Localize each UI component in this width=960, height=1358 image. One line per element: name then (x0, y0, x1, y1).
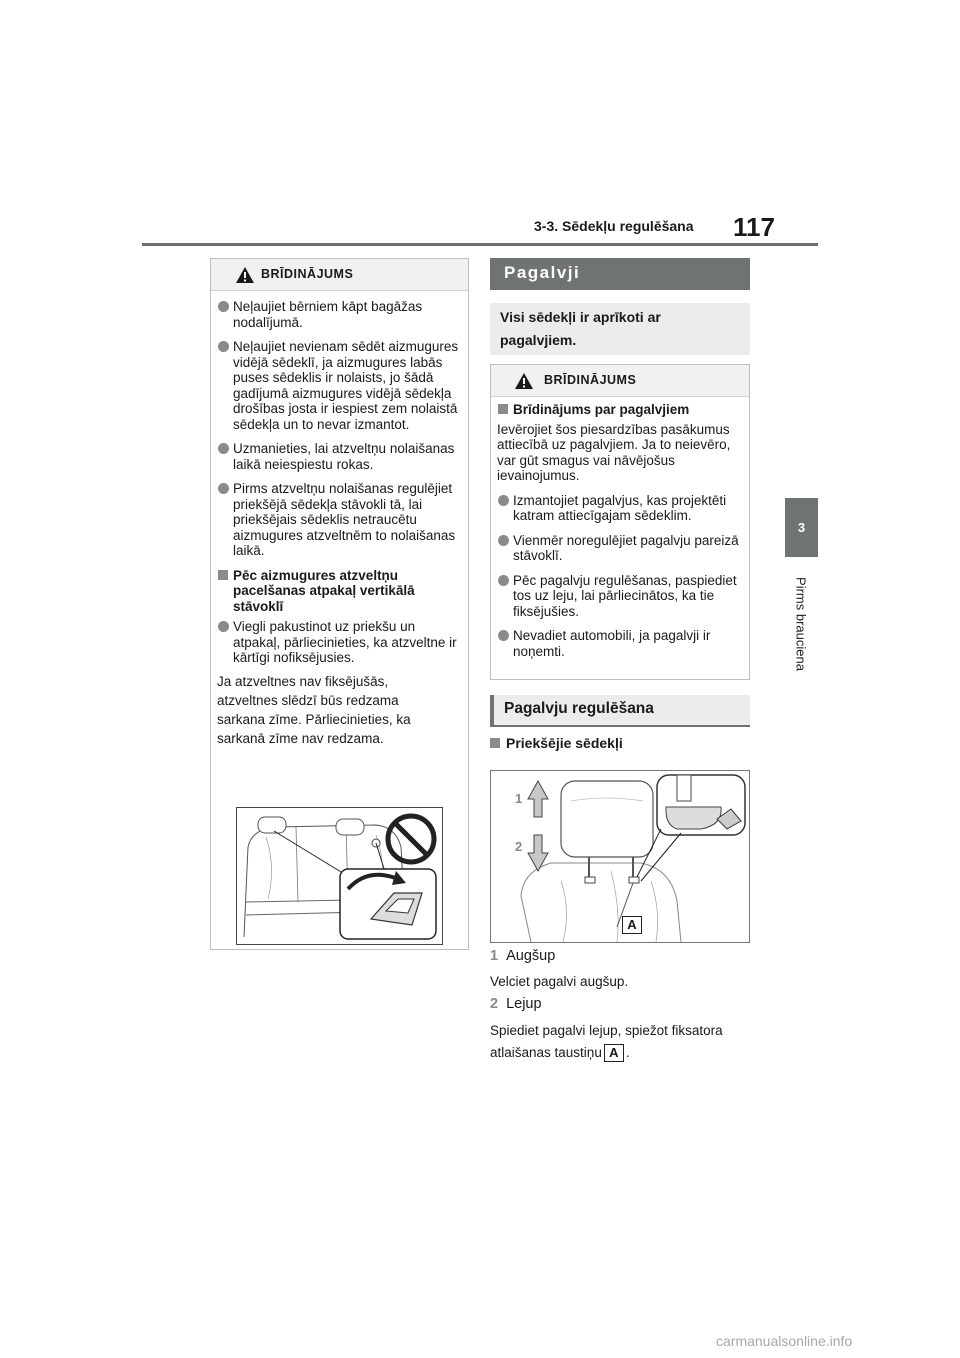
warning-subheading: Pēc aizmugures atzveltņu pacelšanas atpakaļ vertikālā stāvoklī (217, 568, 462, 615)
step-down-description: Spiediet pagalvi lejup, spiežot fiksatora atlaišanas taustiņu A . (490, 1023, 723, 1061)
warning-subheading: Brīdinājums par pagalvjiem (497, 402, 743, 418)
warning-bullet: Pēc pagalvju regulēšanas, paspiediet tos uz leju, lai pārliecinātos, ka tie fiksējušies. (497, 573, 743, 620)
note-line: atzveltnes slēdzī būs redzama (217, 692, 399, 708)
intro-text: Visi sēdekļi ir aprīkoti ar pagalvjiem. (490, 303, 750, 355)
footer-watermark: carmanualsonline.info (716, 1333, 853, 1349)
header-rule (142, 243, 818, 246)
section-header: 3-3. Sēdekļu regulēšana (534, 218, 694, 234)
release-button-badge: A (604, 1044, 624, 1062)
warning-bullet: Pirms atzveltņu nolaišanas regulējiet priekšējā sēdekļa stāvokli tā, lai priekšējais sēdeklis netraucētu aizmugures atzveltnēm to nolaišanas laikā. (217, 481, 462, 559)
page-number: 117 (733, 212, 775, 242)
warning-title: BRĪDINĀJUMS (544, 373, 637, 387)
subsection-title: Pagalvju regulēšana (490, 695, 750, 725)
headrest-illustration (491, 771, 749, 942)
left-warning-box (210, 258, 469, 950)
chapter-tab: 3 (785, 498, 818, 557)
section-title: Pagalvji (490, 258, 750, 290)
warning-icon (235, 266, 255, 284)
release-button-label: A (622, 916, 642, 934)
headrest-warning-box (490, 364, 750, 680)
warning-bullet: Neļaujiet nevienam sēdēt aizmugures vidējā sēdeklī, ja aizmugures labās puses sēdeklis ir nolaists, jo šādā gadījumā aizmugures vidējā sēdekļa drošības josta ir iespiest zem nolaistā sēdekļa un to nevar izmantot. (217, 339, 462, 432)
warning-bullet: Neļaujiet bērniem kāpt bagāžas nodalījumā. (217, 299, 462, 330)
down-label: 2 (515, 839, 523, 854)
warning-title: BRĪDINĀJUMS (261, 267, 354, 281)
warning-icon (514, 372, 534, 390)
note-line: sarkanā zīme nav redzama. (217, 730, 384, 746)
chapter-title (775, 568, 827, 680)
chapter-title-text: Pirms brauciena (793, 577, 809, 671)
step-up-description: Velciet pagalvi augšup. (490, 974, 629, 989)
note-line: Ja atzveltnes nav fiksējušās, (217, 673, 389, 689)
warning-header (491, 365, 749, 397)
headrest-figure (490, 770, 750, 943)
warning-bullet: Vienmēr noregulējiet pagalvju pareizā stāvoklī. (497, 533, 743, 564)
note-line: sarkana zīme. Pārliecinieties, ka (217, 711, 411, 727)
front-seats-heading: Priekšējie sēdekļi (490, 735, 623, 751)
warning-header (211, 259, 468, 291)
warning-bullet: Nevadiet automobili, ja pagalvji ir noņemti. (497, 628, 743, 659)
up-label: 1 (515, 791, 523, 806)
step-up: 1 Augšup (490, 948, 556, 964)
warning-bullet: Uzmanieties, lai atzveltņu nolaišanas laikā neiespiestu rokas. (217, 441, 462, 472)
warning-body: Ievērojiet šos piesardzības pasākumus attiecībā uz pagalvjiem. Ja to neievēro, var gūt smagus vai nāvējošus ievainojumus. (497, 421, 731, 483)
rear-seat-lock-illustration (236, 807, 443, 945)
step-down: 2 Lejup (490, 996, 542, 1012)
warning-bullet: Viegli pakustinot uz priekšu un atpakaļ, pārliecinieties, ka atzveltne ir kārtīgi nofiksējusies. (217, 619, 462, 666)
warning-bullet: Izmantojiet pagalvjus, kas projektēti katram attiecīgajam sēdeklim. (497, 493, 743, 524)
subsection-rule (490, 725, 750, 727)
